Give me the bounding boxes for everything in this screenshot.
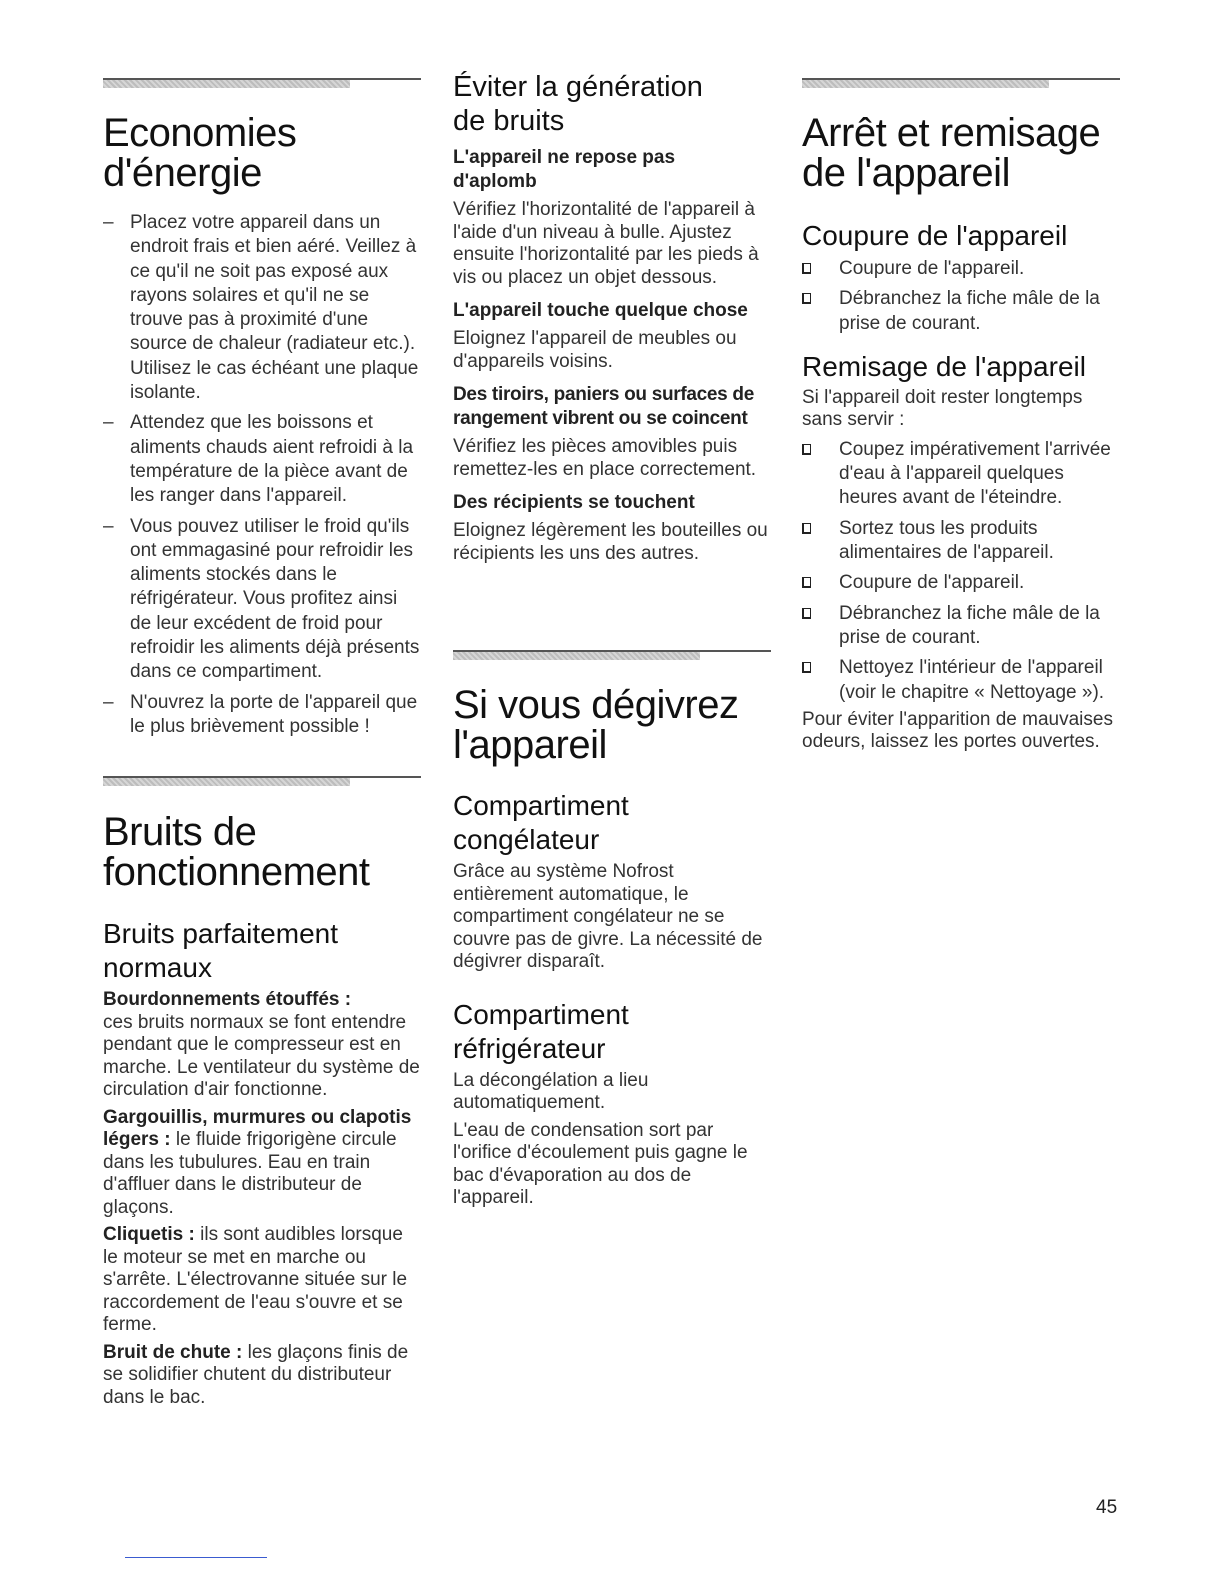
energy-list <box>103 211 421 739</box>
item-text: Attendez que les boissons et aliments chauds aient refroidi à la température de la pièce avant de les ranger dans l'appareil. <box>130 412 414 507</box>
noise-lead: Bruit de chute : <box>103 1341 243 1363</box>
list-item <box>103 515 421 685</box>
noise-paragraph <box>103 1107 421 1220</box>
section-title: Bruits de fonctionnement <box>103 810 370 894</box>
fridge-text: L'eau de condensation sort par l'orifice d'écoulement puis gagne le bac d'évaporation au dos de l'appareil. <box>453 1119 748 1208</box>
dash-icon: – <box>103 515 114 537</box>
item-text: Coupure de l'appareil. <box>839 258 1025 279</box>
checkbox-icon <box>802 263 811 274</box>
list-item <box>103 691 421 740</box>
list-item <box>802 571 1120 595</box>
section-title: Economies d'énergie <box>103 111 297 195</box>
list-item <box>802 517 1120 566</box>
footer-line <box>125 1557 267 1558</box>
issue-text: Vérifiez l'horizontalité de l'appareil à l'aide d'un niveau à bulle. Ajustez ensuite l'horizontalité par les pieds à vis ou placez un objet dessous. <box>453 199 759 288</box>
noise-text: ces bruits normaux se font entendre pendant que le compresseur est en marche. Le ventilateur du système de circulation d'air fonctionne. <box>103 1011 420 1100</box>
store-outro: Pour éviter l'apparition de mauvaises odeurs, laissez les portes ouvertes. <box>802 708 1113 753</box>
noise-text: les glaçons finis de se solidifier chutent du distributeur dans le bac. <box>103 1341 409 1408</box>
page-number: 45 <box>1096 1497 1118 1518</box>
subsection-title: Compartiment congélateur <box>453 790 629 855</box>
item-text: N'ouvrez la porte de l'appareil que le plus brièvement possible ! <box>130 691 418 737</box>
subsection-title: Remisage de l'appareil <box>802 350 1086 382</box>
dash-icon: – <box>103 691 114 713</box>
issue-text: Vérifiez les pièces amovibles puis remettez-les en place correctement. <box>453 436 757 480</box>
noise-lead: Bourdonnements étouffés : <box>103 989 352 1010</box>
noise-lead: Cliquetis : <box>103 1224 195 1245</box>
section-title: Si vous dégivrez l'appareil <box>453 683 739 767</box>
subsection-title: Coupure de l'appareil <box>802 220 1068 251</box>
noise-paragraph <box>103 1224 421 1337</box>
issue-heading: Des récipients se touchent <box>453 492 695 513</box>
list-item <box>103 211 421 405</box>
list-item <box>103 411 421 508</box>
noise-section <box>103 812 421 1409</box>
dash-icon: – <box>103 212 114 233</box>
issue-heading: Des tiroirs, paniers ou surfaces de rangement vibrent ou se coincent <box>453 384 755 429</box>
checkbox-icon <box>802 293 811 304</box>
item-text: Débranchez la fiche mâle de la prise de courant. <box>839 288 1100 334</box>
energy-section <box>103 113 421 745</box>
subsection-title: Compartiment réfrigérateur <box>453 998 629 1064</box>
item-text: Placez votre appareil dans un endroit frais et bien aéré. Veillez à ce qu'il ne soit pas exposé aux rayons solaires et qu'il ne se trouve pas à proximité d'une source de chaleur (radiateur etc.). Utilisez le cas échéant une plaque isolante. <box>130 212 419 404</box>
item-text: Nettoyez l'intérieur de l'appareil (voir le chapitre « Nettoyage »). <box>839 657 1105 703</box>
section-rule <box>453 650 771 662</box>
noise-text: le fluide frigorigène circule dans les tubulures. Eau en train d'affluer dans le distributeur de glaçons. <box>103 1129 397 1218</box>
section-rule <box>802 78 1120 90</box>
store-list <box>802 438 1120 705</box>
list-item <box>802 602 1120 651</box>
store-intro: Si l'appareil doit rester longtemps sans servir : <box>802 386 1083 431</box>
shutdown-section <box>802 113 1120 754</box>
item-text: Débranchez la fiche mâle de la prise de courant. <box>839 602 1100 648</box>
list-item <box>802 656 1120 705</box>
item-text: Coupure de l'appareil. <box>839 572 1025 594</box>
off-list <box>802 257 1120 336</box>
issue-text: Eloignez légèrement les bouteilles ou récipients les uns des autres. <box>453 520 768 564</box>
checkbox-icon <box>802 444 811 455</box>
noise-paragraph <box>103 989 421 1102</box>
item-text: Sortez tous les produits alimentaires de l'appareil. <box>839 517 1054 564</box>
item-text: Vous pouvez utiliser le froid qu'ils ont emmagasiné pour refroidir les aliments stockés dans le réfrigérateur. Vous profitez ainsi de leur excédent de froid pour refroidir les aliments déjà présents dans ce compartiment. <box>130 515 420 683</box>
checkbox-icon <box>802 662 811 673</box>
fridge-text: La décongélation a lieu automatiquement. <box>453 1069 649 1113</box>
freezer-text: Grâce au système Nofrost entièrement automatique, le compartiment congélateur ne se couvre pas de givre. La nécessité de dégivrer disparaît. <box>453 861 763 972</box>
noise-text: ils sont audibles lorsque le moteur se met en marche ou s'arrête. L'électrovanne située sur le raccordement de l'eau s'ouvre et se ferme. <box>103 1224 408 1335</box>
section-rule <box>103 78 421 90</box>
issue-text: Eloignez l'appareil de meubles ou d'appareils voisins. <box>453 328 737 372</box>
dash-icon: – <box>103 412 114 434</box>
defrost-section <box>453 685 771 1210</box>
subsection-title: Bruits parfaitement normaux <box>103 918 338 983</box>
issue-heading: L'appareil touche quelque chose <box>453 300 748 321</box>
list-item <box>802 438 1120 511</box>
checkbox-icon <box>802 577 811 588</box>
avoid-noise-section <box>453 70 771 565</box>
section-rule <box>103 776 421 788</box>
checkbox-icon <box>802 608 811 619</box>
section-title: Éviter la génération de bruits <box>453 71 703 137</box>
item-text: Coupez impérativement l'arrivée d'eau à l'appareil quelques heures avant de l'éteindre. <box>839 438 1111 509</box>
noise-paragraph <box>103 1342 421 1410</box>
issue-heading: L'appareil ne repose pas d'aplomb <box>453 147 676 192</box>
noise-lead: Gargouillis, murmures ou clapotis légers : <box>103 1106 412 1150</box>
list-item <box>802 287 1120 336</box>
list-item <box>802 257 1120 281</box>
checkbox-icon <box>802 523 811 534</box>
section-title: Arrêt et remisage de l'appareil <box>802 111 1101 195</box>
